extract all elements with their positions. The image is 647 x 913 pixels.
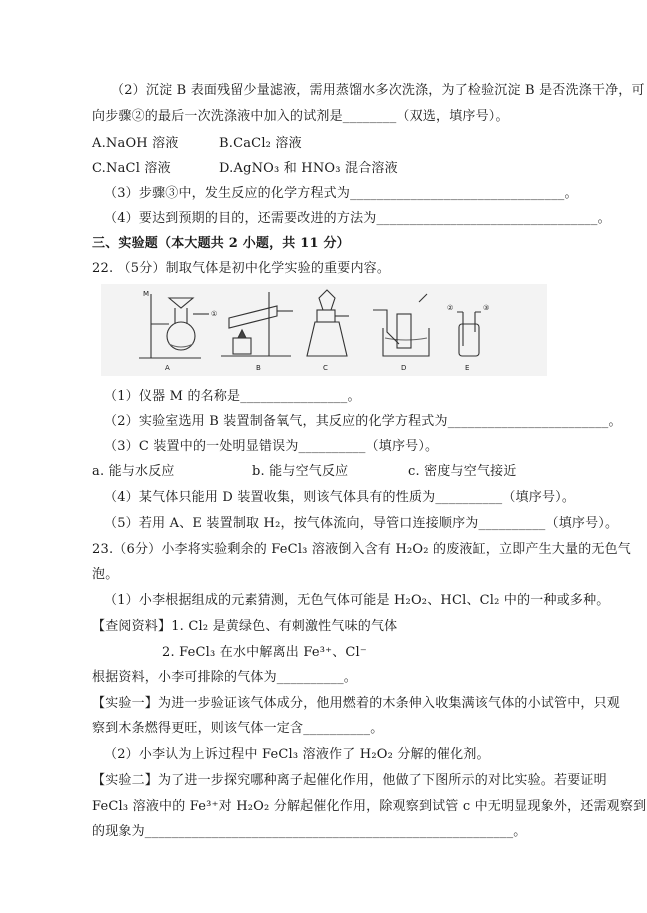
label-a: A [165, 364, 170, 372]
label-m: M [143, 290, 150, 298]
apparatus-e [447, 304, 489, 372]
apparatus-b [221, 292, 293, 372]
text-line: 2. FeCl₃ 在水中解离出 Fe³⁺、Cl⁻ [162, 645, 367, 660]
label-port-3: ③ [483, 304, 490, 312]
text-line: 的现象为_______________________________________________________。 [92, 824, 527, 839]
text-line: （2）实验室选用 B 装置制备氧气，其反应的化学方程式为________________________。 [104, 414, 622, 429]
question-23: 23.（6分）小李将实验剩余的 FeCl₃ 溶液倒入含有 H₂O₂ 的废液缸，立即产生大量的无色气 [92, 542, 632, 557]
apparatus-c [307, 290, 349, 372]
option-a: A.NaOH 溶液 [92, 136, 179, 151]
label-port-2: ② [447, 304, 454, 312]
label-b: B [256, 364, 261, 372]
apparatus-diagram [101, 284, 547, 376]
option-a: a. 能与水反应 [92, 464, 175, 479]
text-line: 【查阅资料】1. Cl₂ 是黄绿色、有刺激性气味的气体 [92, 619, 398, 634]
option-c: C.NaCl 溶液 [92, 161, 171, 176]
text-line: （3）C 装置中的一处明显错误为__________（填序号）。 [104, 439, 439, 454]
text-line: 【实验二】为了进一步探究哪种离子起催化作用，他做了下图所示的对比实验。若要证明 [92, 773, 607, 788]
label-c: C [323, 364, 328, 372]
text-line: 察到木条燃得更旺，则该气体一定含__________。 [92, 721, 384, 736]
text-line: 向步骤②的最后一次洗涤液中加入的试剂是________（双选，填序号）。 [92, 109, 509, 124]
text-line: （4）要达到预期的目的，还需要改进的方法为_________________________________。 [104, 211, 611, 226]
text-line: 泡。 [92, 567, 119, 582]
text-line: （4）某气体只能用 D 装置收集，则该气体具有的性质为__________（填序号）。 [104, 490, 576, 505]
label-port-1: ① [211, 310, 218, 318]
text-line: 【实验一】为进一步验证该气体成分，他用燃着的木条伸入收集满该气体的小试管中，只观 [92, 696, 621, 711]
text-line: （2）沉淀 B 表面残留少量滤液，需用蒸馏水多次洗涤，为了检验沉淀 B 是否洗涤干净，可 [111, 83, 645, 98]
option-b: b. 能与空气反应 [252, 464, 349, 479]
apparatus-figure [101, 284, 547, 376]
option-b: B.CaCl₂ 溶液 [219, 136, 302, 151]
option-c: c. 密度与空气接近 [408, 464, 517, 479]
text-line: （1）仪器 M 的名称是________________。 [104, 389, 361, 404]
text-line: FeCl₃ 溶液中的 Fe³⁺对 H₂O₂ 分解起催化作用，除观察到试管 c 中无明显现象外，还需观察到 [92, 799, 647, 814]
option-d: D.AgNO₃ 和 HNO₃ 混合溶液 [219, 161, 398, 176]
text-line: （1）小李根据组成的元素猜测，无色气体可能是 H₂O₂、HCl、Cl₂ 中的一种或多种。 [104, 593, 610, 608]
text-line: 根据资料，小李可排除的气体为__________。 [92, 670, 358, 685]
apparatus-a [139, 290, 217, 372]
text-line: （3）步骤③中，发生反应的化学方程式为________________________________。 [104, 186, 578, 201]
text-line: （5）若用 A、E 装置制取 H₂，按气体流向，导管口连接顺序为__________（填序号）。 [104, 516, 619, 531]
section-heading: 三、实验题（本大题共 2 小题，共 11 分） [92, 236, 350, 251]
question-22: 22. （5分）制取气体是初中化学实验的重要内容。 [92, 261, 391, 276]
text-line: （2）小李认为上诉过程中 FeCl₃ 溶液作了 H₂O₂ 分解的催化剂。 [104, 747, 490, 762]
label-e: E [465, 364, 470, 372]
apparatus-d [373, 294, 429, 372]
label-d: D [401, 364, 407, 372]
